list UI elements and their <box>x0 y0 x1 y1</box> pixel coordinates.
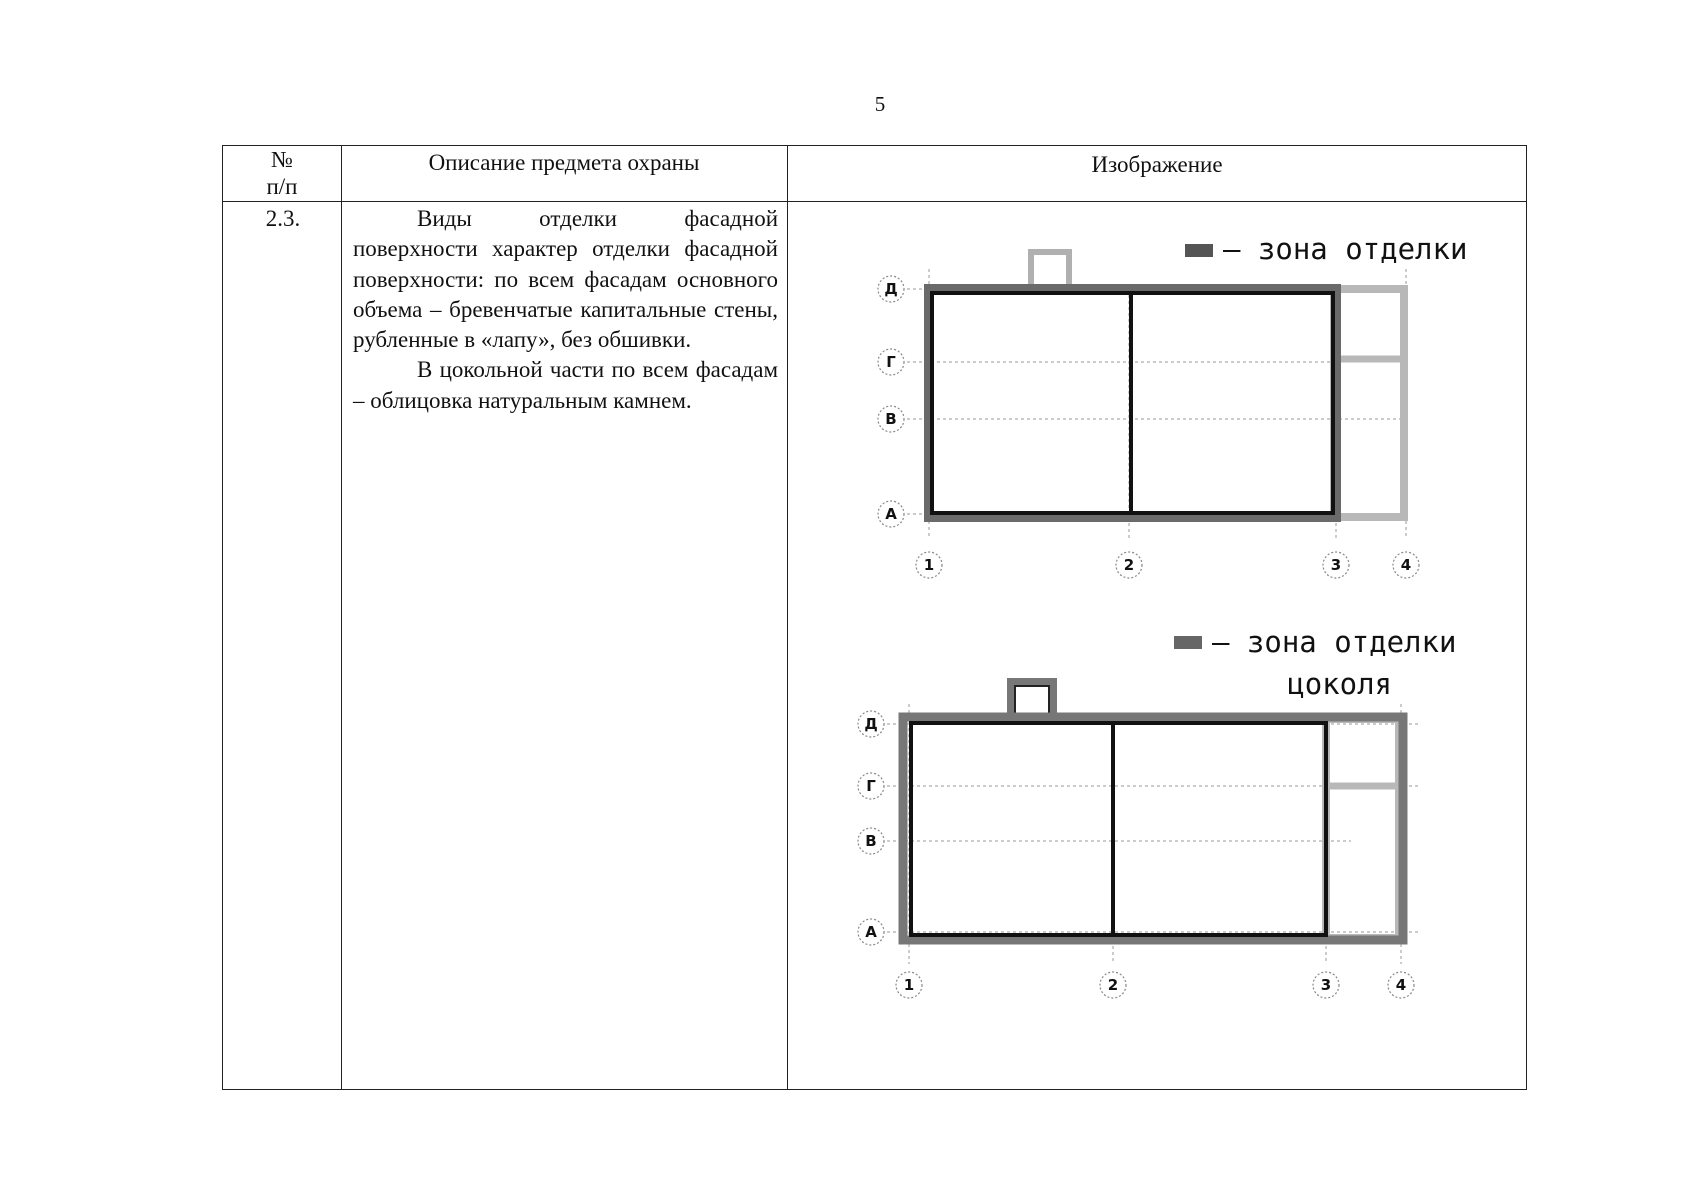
column-axis-label: 4 <box>1400 556 1412 574</box>
header-description: Описание предмета охраны <box>428 150 700 175</box>
page-number: 5 <box>874 92 886 116</box>
legend-label: – зона отделки <box>1223 232 1468 266</box>
porch-outline <box>1031 252 1069 286</box>
column-axis-markers <box>916 552 1419 578</box>
legend-swatch <box>1174 636 1202 649</box>
row-axis-label: Д <box>884 280 898 298</box>
column-axis-label: 3 <box>1320 976 1332 994</box>
row-axis-label: А <box>885 505 897 523</box>
row-number: 2.3. <box>265 206 301 231</box>
row-axis-label: Г <box>866 777 876 795</box>
protection-table <box>222 145 1527 1090</box>
header-number <box>223 146 341 200</box>
column-axis-label: 3 <box>1330 556 1342 574</box>
header-image: Изображение <box>1091 152 1223 177</box>
row-axis-markers <box>858 711 884 945</box>
column-axis-label: 2 <box>1107 976 1119 994</box>
legend-label: – зона отделки <box>1212 625 1457 659</box>
header-divider <box>223 201 1526 202</box>
row-axis-label: Д <box>864 715 878 733</box>
annex-outline <box>1334 289 1404 517</box>
row-axis-label: В <box>865 832 877 850</box>
grid-lines <box>881 704 1421 964</box>
header-number-abbr: п/п <box>266 174 298 199</box>
legend-swatch <box>1185 244 1213 257</box>
annex-outline <box>1326 719 1399 938</box>
column-divider <box>787 146 788 1089</box>
description-paragraph: Виды отделки фасадной поверхности характер отделки фасадной поверхности: по всем фасадам основного объема – бревенчатые капитальные стены, рубленные в «лапу», без обшивки. <box>353 206 778 353</box>
row-axis-label: А <box>865 923 877 941</box>
image-cell <box>791 204 1526 1084</box>
row-description <box>353 204 778 416</box>
column-axis-markers <box>896 972 1414 998</box>
column-axis-label: 1 <box>923 556 935 574</box>
figure-facade-finish <box>878 232 1467 578</box>
row-axis-markers <box>878 276 904 527</box>
column-axis-label: 1 <box>903 976 915 994</box>
header-number-sign: № <box>271 147 293 172</box>
floor-plan-drawings <box>791 204 1526 1084</box>
column-divider <box>341 146 342 1089</box>
row-axis-label: Г <box>886 353 896 371</box>
figure-plinth-finish <box>858 625 1456 998</box>
column-axis-label: 4 <box>1395 976 1407 994</box>
description-paragraph: В цокольной части по всем фасадам – облицовка натуральным камнем. <box>353 357 778 413</box>
legend-label: цоколя <box>1287 667 1392 701</box>
main-volume-walls <box>911 723 1326 935</box>
row-axis-label: В <box>885 410 897 428</box>
column-axis-label: 2 <box>1123 556 1135 574</box>
